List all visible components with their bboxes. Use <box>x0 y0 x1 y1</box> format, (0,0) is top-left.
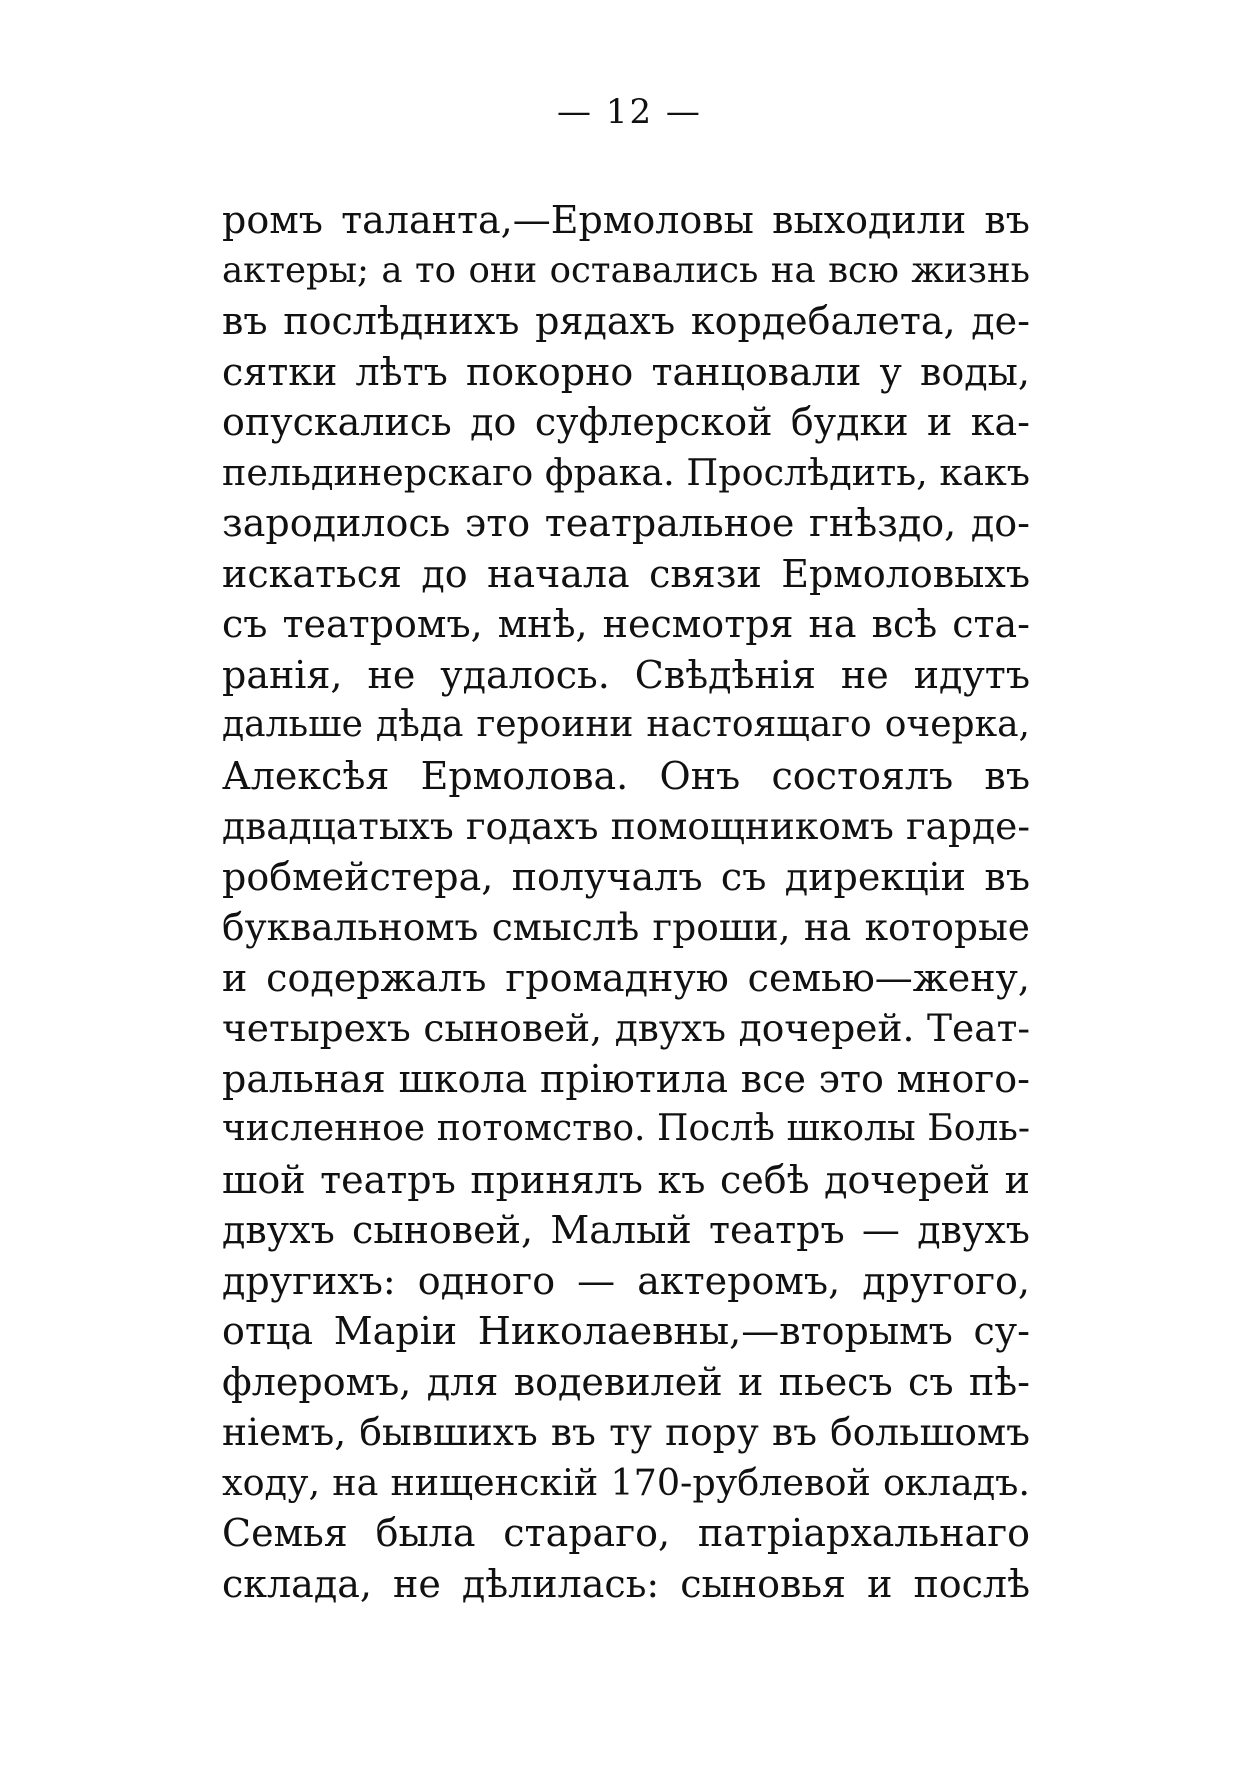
text-line: сятки лѣтъ покорно танцовали у воды, <box>222 349 1030 394</box>
text-line: склада, не дѣлилась: сыновья и послѣ <box>222 1561 1030 1606</box>
text-line: зародилось это театральное гнѣздо, до- <box>222 501 1030 545</box>
text-line: четырехъ сыновей, двухъ дочерей. Теат- <box>222 1006 1030 1050</box>
text-line: дальше дѣда героини настоящаго очерка, <box>222 704 1030 745</box>
body-text <box>222 195 1030 1609</box>
text-line: актеры; а то они оставались на всю жизнь <box>222 249 1030 291</box>
text-line: ромъ таланта,—Ермоловы выходили въ <box>222 198 1030 242</box>
text-line: Алексѣя Ермолова. Онъ состоялъ въ <box>222 753 1030 798</box>
text-line: ніемъ, бывшихъ въ ту пору въ большомъ <box>222 1410 1030 1454</box>
text-line: буквальномъ смыслѣ гроши, на которые <box>222 905 1030 949</box>
text-line: ранія, не удалось. Свѣдѣнія не идутъ <box>222 652 1030 697</box>
text-line: шой театръ принялъ къ себѣ дочерей и <box>222 1157 1030 1202</box>
text-line: опускались до суфлерской будки и ка- <box>222 400 1030 444</box>
text-line: робмейстера, получалъ съ дирекціи въ <box>222 854 1030 899</box>
text-line: ходу, на нищенскій 170-рублевой окладъ. <box>222 1460 1030 1504</box>
text-line: съ театромъ, мнѣ, несмотря на всѣ ста- <box>222 602 1030 646</box>
text-line: другихъ: одного — актеромъ, другого, <box>222 1258 1030 1303</box>
text-line: численное потомство. Послѣ школы Боль- <box>222 1108 1030 1149</box>
text-line: пельдинерскаго фрака. Прослѣдить, какъ <box>222 450 1030 494</box>
page-number: — 12 — <box>557 92 702 132</box>
text-line: и содержалъ громадную семью—жену, <box>222 955 1030 1000</box>
text-line: двадцатыхъ годахъ помощникомъ гарде- <box>222 804 1030 848</box>
text-line: Семья была стараго, патріархальнаго <box>222 1511 1030 1555</box>
text-line: ральная школа пріютила все это много- <box>222 1056 1030 1101</box>
text-line: отца Маріи Николаевны,—вторымъ су- <box>222 1309 1030 1353</box>
text-line: искаться до начала связи Ермоловыхъ <box>222 551 1030 596</box>
text-line: въ послѣднихъ рядахъ кордебалета, де- <box>222 299 1030 343</box>
text-line: флеромъ, для водевилей и пьесъ съ пѣ- <box>222 1359 1030 1404</box>
text-line: двухъ сыновей, Малый театръ — двухъ <box>222 1208 1030 1252</box>
